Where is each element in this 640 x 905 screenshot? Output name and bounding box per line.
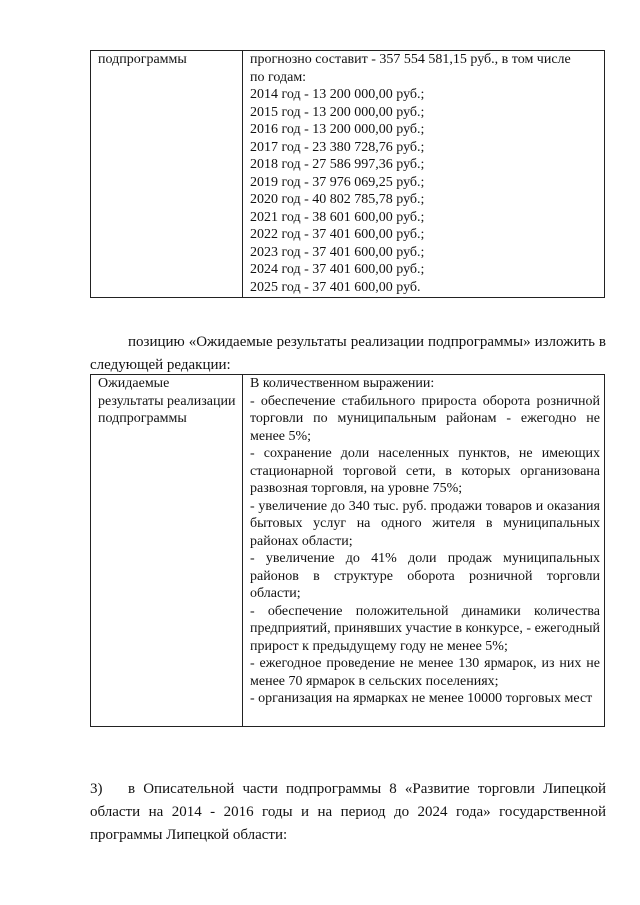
result-item-municipal-share: - увеличение до 41% доли продаж муниципальных районов в структуре оборота розничной торговли области;	[250, 551, 600, 601]
result-item-sales-per-resident: - увеличение до 340 тыс. руб. продажи товаров и оказания бытовых услуг на одного жителя в муниципальных районах области;	[250, 498, 600, 549]
result-item-trade-places: - организация на ярмарках не менее 10000 торговых мест	[250, 691, 593, 706]
funding-table-content-cell	[243, 51, 605, 298]
funding-table-label: подпрограммы	[98, 52, 187, 67]
item-number: 3)	[90, 781, 103, 797]
funding-year-2014: 2014 год - 13 200 000,00 руб.;	[250, 87, 425, 102]
funding-year-2022: 2022 год - 37 401 600,00 руб.;	[250, 227, 425, 242]
result-item-contest-participants: - обеспечение положительной динамики количества предприятий, принявших участие в конкурсе, - ежегодный прирост к предыдущему году не менее 5%;	[250, 603, 600, 654]
funding-year-2017: 2017 год - 23 380 728,76 руб.;	[250, 139, 425, 155]
result-item-retail-growth: - обеспечение стабильного прироста оборота розничной торговли по муниципальным районам - ежегодно не менее 5%;	[250, 393, 600, 444]
funding-year-2021: 2021 год - 38 601 600,00 руб.;	[250, 209, 425, 225]
funding-year-2020: 2020 год - 40 802 785,78 руб.;	[250, 192, 425, 207]
funding-table-label-cell	[91, 51, 243, 298]
funding-year-2018: 2018 год - 27 586 997,36 руб.;	[250, 157, 425, 172]
result-item-mobile-trade: - сохранение доли населенных пунктов, не имеющих стационарной торговой сети, в которых организована развозная торговля, на уровне 75%;	[250, 446, 600, 496]
funding-year-2025: 2025 год - 37 401 600,00 руб.	[250, 279, 421, 295]
funding-year-2024: 2024 год - 37 401 600,00 руб.;	[250, 262, 425, 277]
expected-results-table	[90, 374, 605, 727]
funding-year-2015: 2015 год - 13 200 000,00 руб.;	[250, 104, 425, 120]
funding-year-2016: 2016 год - 13 200 000,00 руб.;	[250, 122, 425, 137]
expected-results-label: Ожидаемые результаты реализации подпрограммы	[98, 376, 236, 426]
paragraph-item-3	[90, 778, 606, 847]
expected-results-content-cell	[243, 375, 605, 727]
item-3-text: в Описательной части подпрограммы 8 «Развитие торговли Липецкой области на 2014 - 2016 годы и на период до 2024 года» государственной программы Липецкой области:	[90, 781, 606, 843]
funding-table	[90, 50, 605, 298]
paragraph-expected-results: позицию «Ожидаемые результаты реализации подпрограммы» изложить в следующей редакции:	[90, 334, 606, 373]
funding-year-2019: 2019 год - 37 976 069,25 руб.;	[250, 174, 425, 190]
funding-total-line: прогнозно составит - 357 554 581,15 руб., в том числе	[250, 52, 571, 67]
result-item-fairs: - ежегодное проведение не менее 130 ярмарок, из них не менее 70 ярмарок в сельских поселениях;	[250, 656, 600, 689]
cell-bottom-space	[250, 708, 600, 725]
expected-results-label-cell	[91, 375, 243, 727]
funding-by-years-line: по годам:	[250, 69, 307, 85]
funding-year-2023: 2023 год - 37 401 600,00 руб.;	[250, 244, 425, 260]
results-intro: В количественном выражении:	[250, 376, 435, 391]
